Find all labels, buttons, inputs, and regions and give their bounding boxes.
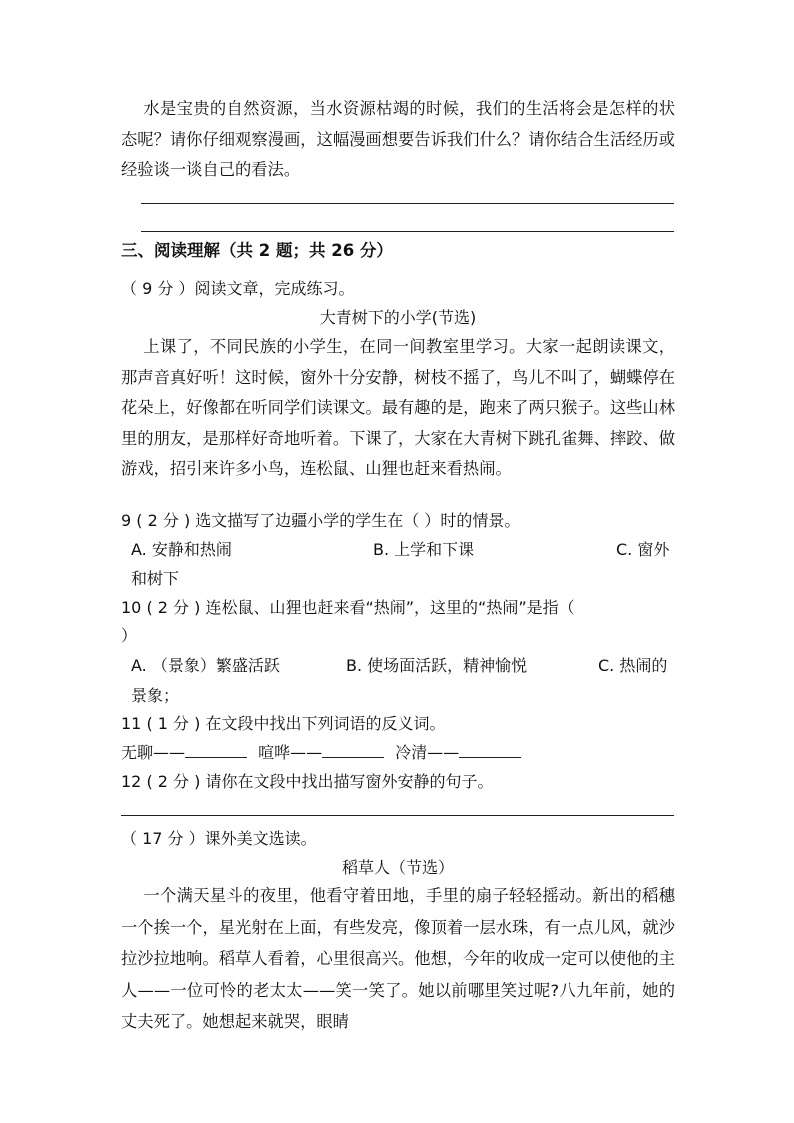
passage2-body — [121, 880, 675, 1038]
section-heading: 三、阅读理解（共 2 题；共 26 分） — [121, 241, 393, 260]
passage2-intro: （ 17 分 ）课外美文选读。 — [121, 829, 317, 848]
q10-stem-cont: ） — [121, 626, 138, 645]
passage2-text: 一个满天星斗的夜里，他看守着田地，手里的扇子轻轻摇动。新出的稻穗一个挨一个，星光射在上面，有些发亮，像顶着一层水珠，有一点儿风，就沙拉沙拉地响。稻草人看着，心里很高兴。他想，今年的收成一定可以使他的主人——一位可怜的老太太——笑一笑了。她以前哪里笑过呢?八九年前，她的丈夫死了。她想起来就哭，眼睛 — [121, 886, 675, 1031]
q9-option-c[interactable]: C. 窗外 — [616, 540, 670, 559]
passage2-title: 稻草人（节选） — [341, 858, 454, 877]
q11-item-1-blank[interactable] — [185, 743, 247, 758]
writing-prompt-text: 水是宝贵的自然资源，当水资源枯竭的时候，我们的生活将会是怎样的状态呢？请你仔细观察漫画，这幅漫画想要告诉我们什么？请你结合生活经历或经验谈一谈自己的看法。 — [121, 99, 675, 179]
q11-item-3-blank[interactable] — [459, 743, 521, 758]
q11-item-3-label: 冷清—— — [395, 743, 460, 762]
q10-option-b[interactable]: B. 使场面活跃，精神愉悦 — [346, 656, 528, 675]
q12-stem: 12 ( 2 分 ) 请你在文段中找出描写窗外安静的句子。 — [121, 772, 494, 791]
passage1-text: 上课了，不同民族的小学生，在同一间教室里学习。大家一起朗读课文，那声音真好听！这时候，窗外十分安静，树枝不摇了，鸟儿不叫了，蝴蝶停在花朵上，好像都在听同学们读课文。最有趣的是，跑来了两只猴子。这些山林里的朋友，是那样好奇地听着。下课了，大家在大青树下跳孔雀舞、摔跤、做游戏，招引来许多小鸟，连松鼠、山狸也赶来看热闹。 — [121, 337, 675, 478]
passage1-intro: （ 9 分 ）阅读文章，完成练习。 — [121, 279, 355, 298]
answer-line-2[interactable] — [141, 231, 674, 232]
q10-stem: 10 ( 2 分 ) 连松鼠、山狸也赶来看“热闹”，这里的“热闹”是指（ — [121, 598, 575, 617]
q11-item-1-label: 无聊—— — [121, 743, 186, 762]
q11-item-2-label: 喧哗—— — [258, 743, 323, 762]
passage1-title: 大青树下的小学(节选) — [319, 308, 477, 327]
q11-items — [121, 743, 675, 763]
q9-option-c-cont: 和树下 — [131, 569, 180, 588]
q9-option-a[interactable]: A. 安静和热闹 — [131, 540, 232, 559]
q11-item-2-blank[interactable] — [322, 743, 384, 758]
q9-stem: 9 ( 2 分 ) 选文描写了边疆小学的学生在（ ）时的情景。 — [121, 511, 521, 530]
q11-stem: 11 ( 1 分 ) 在文段中找出下列词语的反义词。 — [121, 714, 446, 733]
answer-line-1[interactable] — [141, 203, 674, 204]
q10-option-a[interactable]: A. （景象）繁盛活跃 — [131, 656, 280, 675]
q12-answer-line[interactable] — [121, 815, 674, 816]
q10-option-c[interactable]: C. 热闹的 — [598, 656, 668, 675]
writing-prompt — [121, 94, 675, 186]
q9-option-b[interactable]: B. 上学和下课 — [373, 540, 475, 559]
q10-option-c-cont: 景象； — [131, 686, 180, 705]
passage1-body — [121, 332, 675, 485]
